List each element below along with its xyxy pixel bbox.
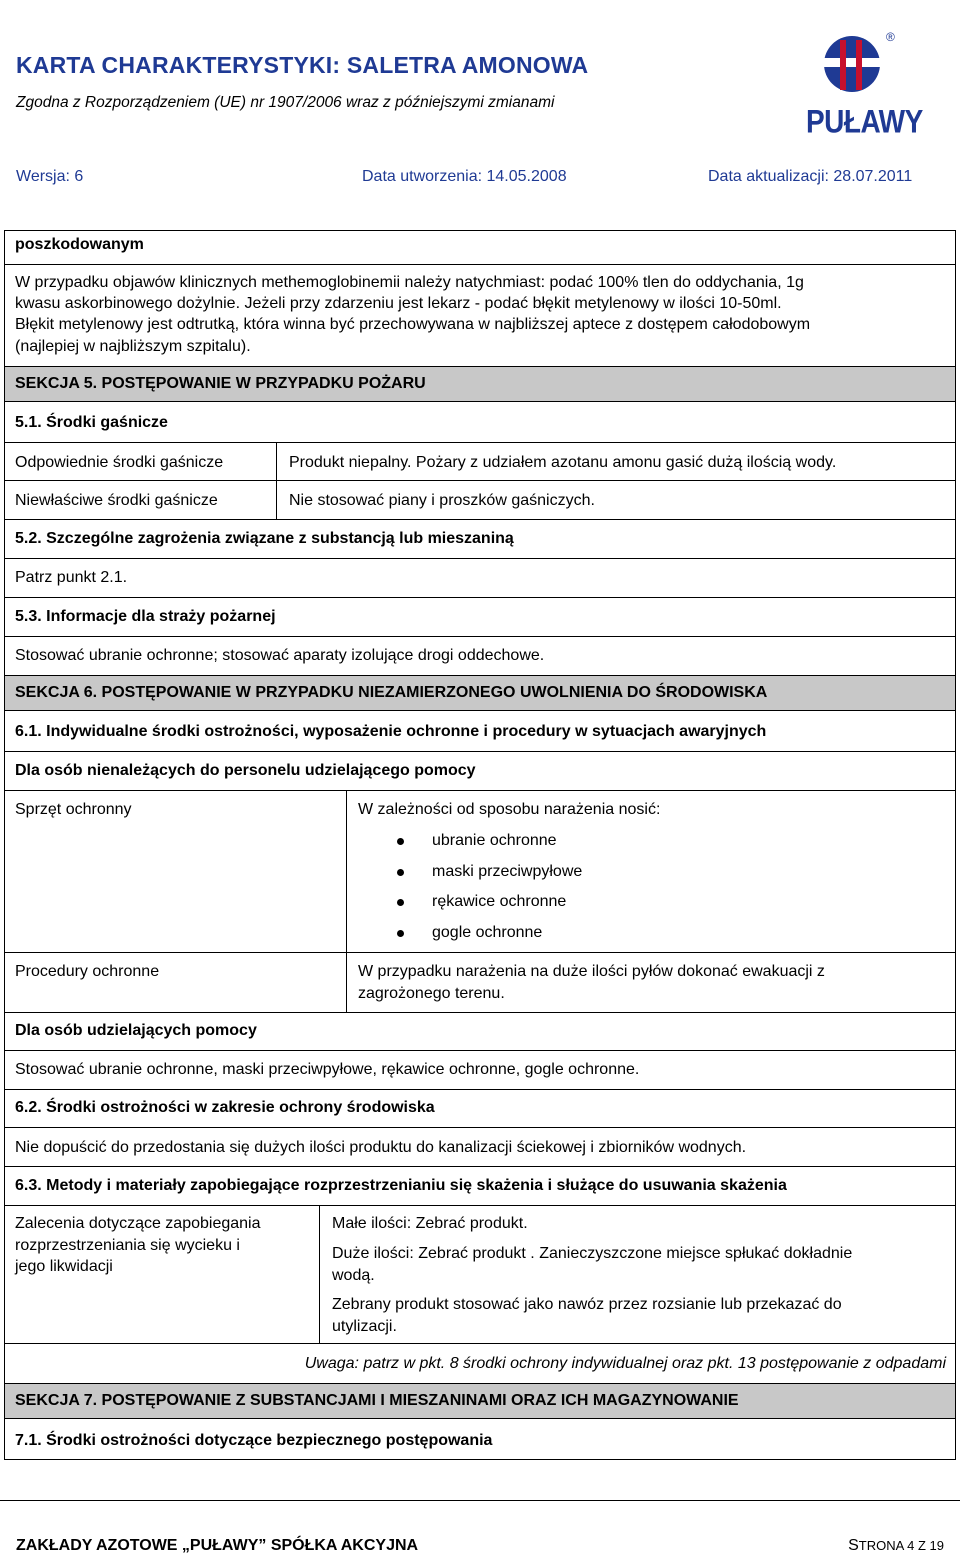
value-suitable-extinguishers: Produkt niepalny. Pożary z udziałem azotanu amonu gasić dużą ilością wody. <box>289 454 837 471</box>
divider <box>5 1127 955 1128</box>
divider <box>5 952 955 953</box>
text-line: Stosować ubranie ochronne; stosować aparaty izolujące drogi oddechowe. <box>15 647 545 664</box>
text-line: rozprzestrzeniania się wycieku i <box>15 1237 240 1254</box>
subsection-6-2: 6.2. Środki ostrożności w zakresie ochrony środowiska <box>15 1099 435 1116</box>
subsection-5-2: 5.2. Szczególne zagrożenia związane z substancją lub mieszaniną <box>15 530 514 547</box>
divider <box>5 790 955 791</box>
text-line: Błękit metylenowy jest odtrutką, która winna być przechowywana w najbliższej aptece z dostępem całodobowym <box>15 316 811 333</box>
text-line: Zebrany produkt stosować jako nawóz przez rozsianie lub przekazać do <box>332 1296 842 1313</box>
divider <box>5 1012 955 1013</box>
document-subtitle: Zgodna z Rozporządzeniem (UE) nr 1907/2006 wraz z późniejszymi zmianami <box>16 94 555 111</box>
subheading-non-responders: Dla osób nienależących do personelu udzielającego pomocy <box>15 762 476 779</box>
subheading-responders: Dla osób udzielających pomocy <box>15 1022 257 1039</box>
update-date: Data aktualizacji: 28.07.2011 <box>708 168 913 185</box>
text-line: jego likwidacji <box>15 1258 113 1275</box>
divider <box>5 264 955 265</box>
text-line: Zalecenia dotyczące zapobiegania <box>15 1215 261 1232</box>
subsection-7-1: 7.1. Środki ostrożności dotyczące bezpiecznego postępowania <box>15 1432 493 1449</box>
label-protective-procedures: Procedury ochronne <box>15 963 160 980</box>
text-line: Duże ilości: Zebrać produkt . Zanieczyszczone miejsce spłukać dokładnie <box>332 1245 853 1262</box>
divider <box>5 751 955 752</box>
footer-company: ZAKŁADY AZOTOWE „PUŁAWY” SPÓŁKA AKCYJNA <box>16 1537 419 1554</box>
note: Uwaga: patrz w pkt. 8 środki ochrony indywidualnej oraz pkt. 13 postępowanie z odpadami <box>304 1355 946 1372</box>
section-5-header: SEKCJA 5. POSTĘPOWANIE W PRZYPADKU POŻARU <box>5 366 955 402</box>
divider <box>5 1166 955 1167</box>
bullet-icon <box>397 869 404 876</box>
text-line: Stosować ubranie ochronne, maski przeciwpyłowe, rękawice ochronne, gogle ochronne. <box>15 1061 640 1078</box>
section-6-header: SEKCJA 6. POSTĘPOWANIE W PRZYPADKU NIEZAMIERZONEGO UWOLNIENIA DO ŚRODOWISKA <box>5 675 955 711</box>
footer-divider <box>0 1500 960 1501</box>
pulawy-logo <box>806 30 923 140</box>
list-item: maski przeciwpyłowe <box>432 863 583 880</box>
list-item: gogle ochronne <box>432 924 543 941</box>
text-line: zagrożonego terenu. <box>358 985 505 1002</box>
logo-text: PUŁAWY <box>806 103 923 140</box>
subsection-5-1: 5.1. Środki gaśnicze <box>15 414 168 431</box>
text-line: utylizacji. <box>332 1318 397 1335</box>
subsection-6-1: 6.1. Indywidualne środki ostrożności, wyposażenie ochronne i procedury w sytuacjach awaryjnych <box>15 723 767 740</box>
text-line: (najlepiej w najbliższym szpitalu). <box>15 338 251 355</box>
section-7-header: SEKCJA 7. POSTĘPOWANIE Z SUBSTANCJAMI I MIESZANINAMI ORAZ ICH MAGAZYNOWANIE <box>5 1383 955 1419</box>
list-item: ubranie ochronne <box>432 832 557 849</box>
column-divider <box>319 1205 320 1343</box>
text-line: wodą. <box>332 1267 375 1284</box>
divider <box>5 1050 955 1051</box>
divider <box>5 636 955 637</box>
list-item: rękawice ochronne <box>432 893 567 910</box>
text-line: Małe ilości: Zebrać produkt. <box>332 1215 528 1232</box>
text-line: Nie dopuścić do przedostania się dużych ilości produktu do kanalizacji ściekowej i zbiorników wodnych. <box>15 1139 747 1156</box>
text-line: W przypadku objawów klinicznych methemoglobinemii należy natychmiast: podać 100% tlen do oddychania, 1g <box>15 274 804 291</box>
bullet-icon <box>397 930 404 937</box>
column-divider <box>346 790 347 1012</box>
paragraph-heading: poszkodowanym <box>15 236 144 253</box>
creation-date: Data utworzenia: 14.05.2008 <box>362 168 567 185</box>
bullet-icon <box>397 899 404 906</box>
divider <box>5 519 955 520</box>
text-line: W przypadku narażenia na duże ilości pyłów dokonać ewakuacji z <box>358 963 825 980</box>
text-line: kwasu askorbinowego dożylnie. Jeżeli przy zdarzeniu jest lekarz - podać błękit metylenowy w ilości 10-50ml. <box>15 295 782 312</box>
divider <box>5 597 955 598</box>
label-unsuitable-extinguishers: Niewłaściwe środki gaśnicze <box>15 492 218 509</box>
divider <box>5 1205 955 1206</box>
text-line: Patrz punkt 2.1. <box>15 569 128 586</box>
subsection-5-3: 5.3. Informacje dla straży pożarnej <box>15 608 276 625</box>
divider <box>5 558 955 559</box>
registered-mark: ® <box>886 30 895 44</box>
divider <box>5 442 955 443</box>
divider <box>5 1089 955 1090</box>
label-suitable-extinguishers: Odpowiednie środki gaśnicze <box>15 454 224 471</box>
subsection-6-3: 6.3. Metody i materiały zapobiegające rozprzestrzenianiu się skażenia i służące do usuwania skażenia <box>15 1177 787 1194</box>
bullet-icon <box>397 838 404 845</box>
page-number: STRONA 4 Z 19 <box>848 1537 944 1554</box>
value-unsuitable-extinguishers: Nie stosować piany i proszków gaśniczych. <box>289 492 595 509</box>
version: Wersja: 6 <box>16 168 84 185</box>
value-protective-equipment: W zależności od sposobu narażenia nosić: <box>358 801 661 818</box>
divider <box>5 1343 955 1344</box>
column-divider <box>276 442 277 519</box>
label-protective-equipment: Sprzęt ochronny <box>15 801 132 818</box>
document-title: KARTA CHARAKTERYSTYKI: SALETRA AMONOWA <box>16 52 589 78</box>
divider <box>5 480 955 481</box>
